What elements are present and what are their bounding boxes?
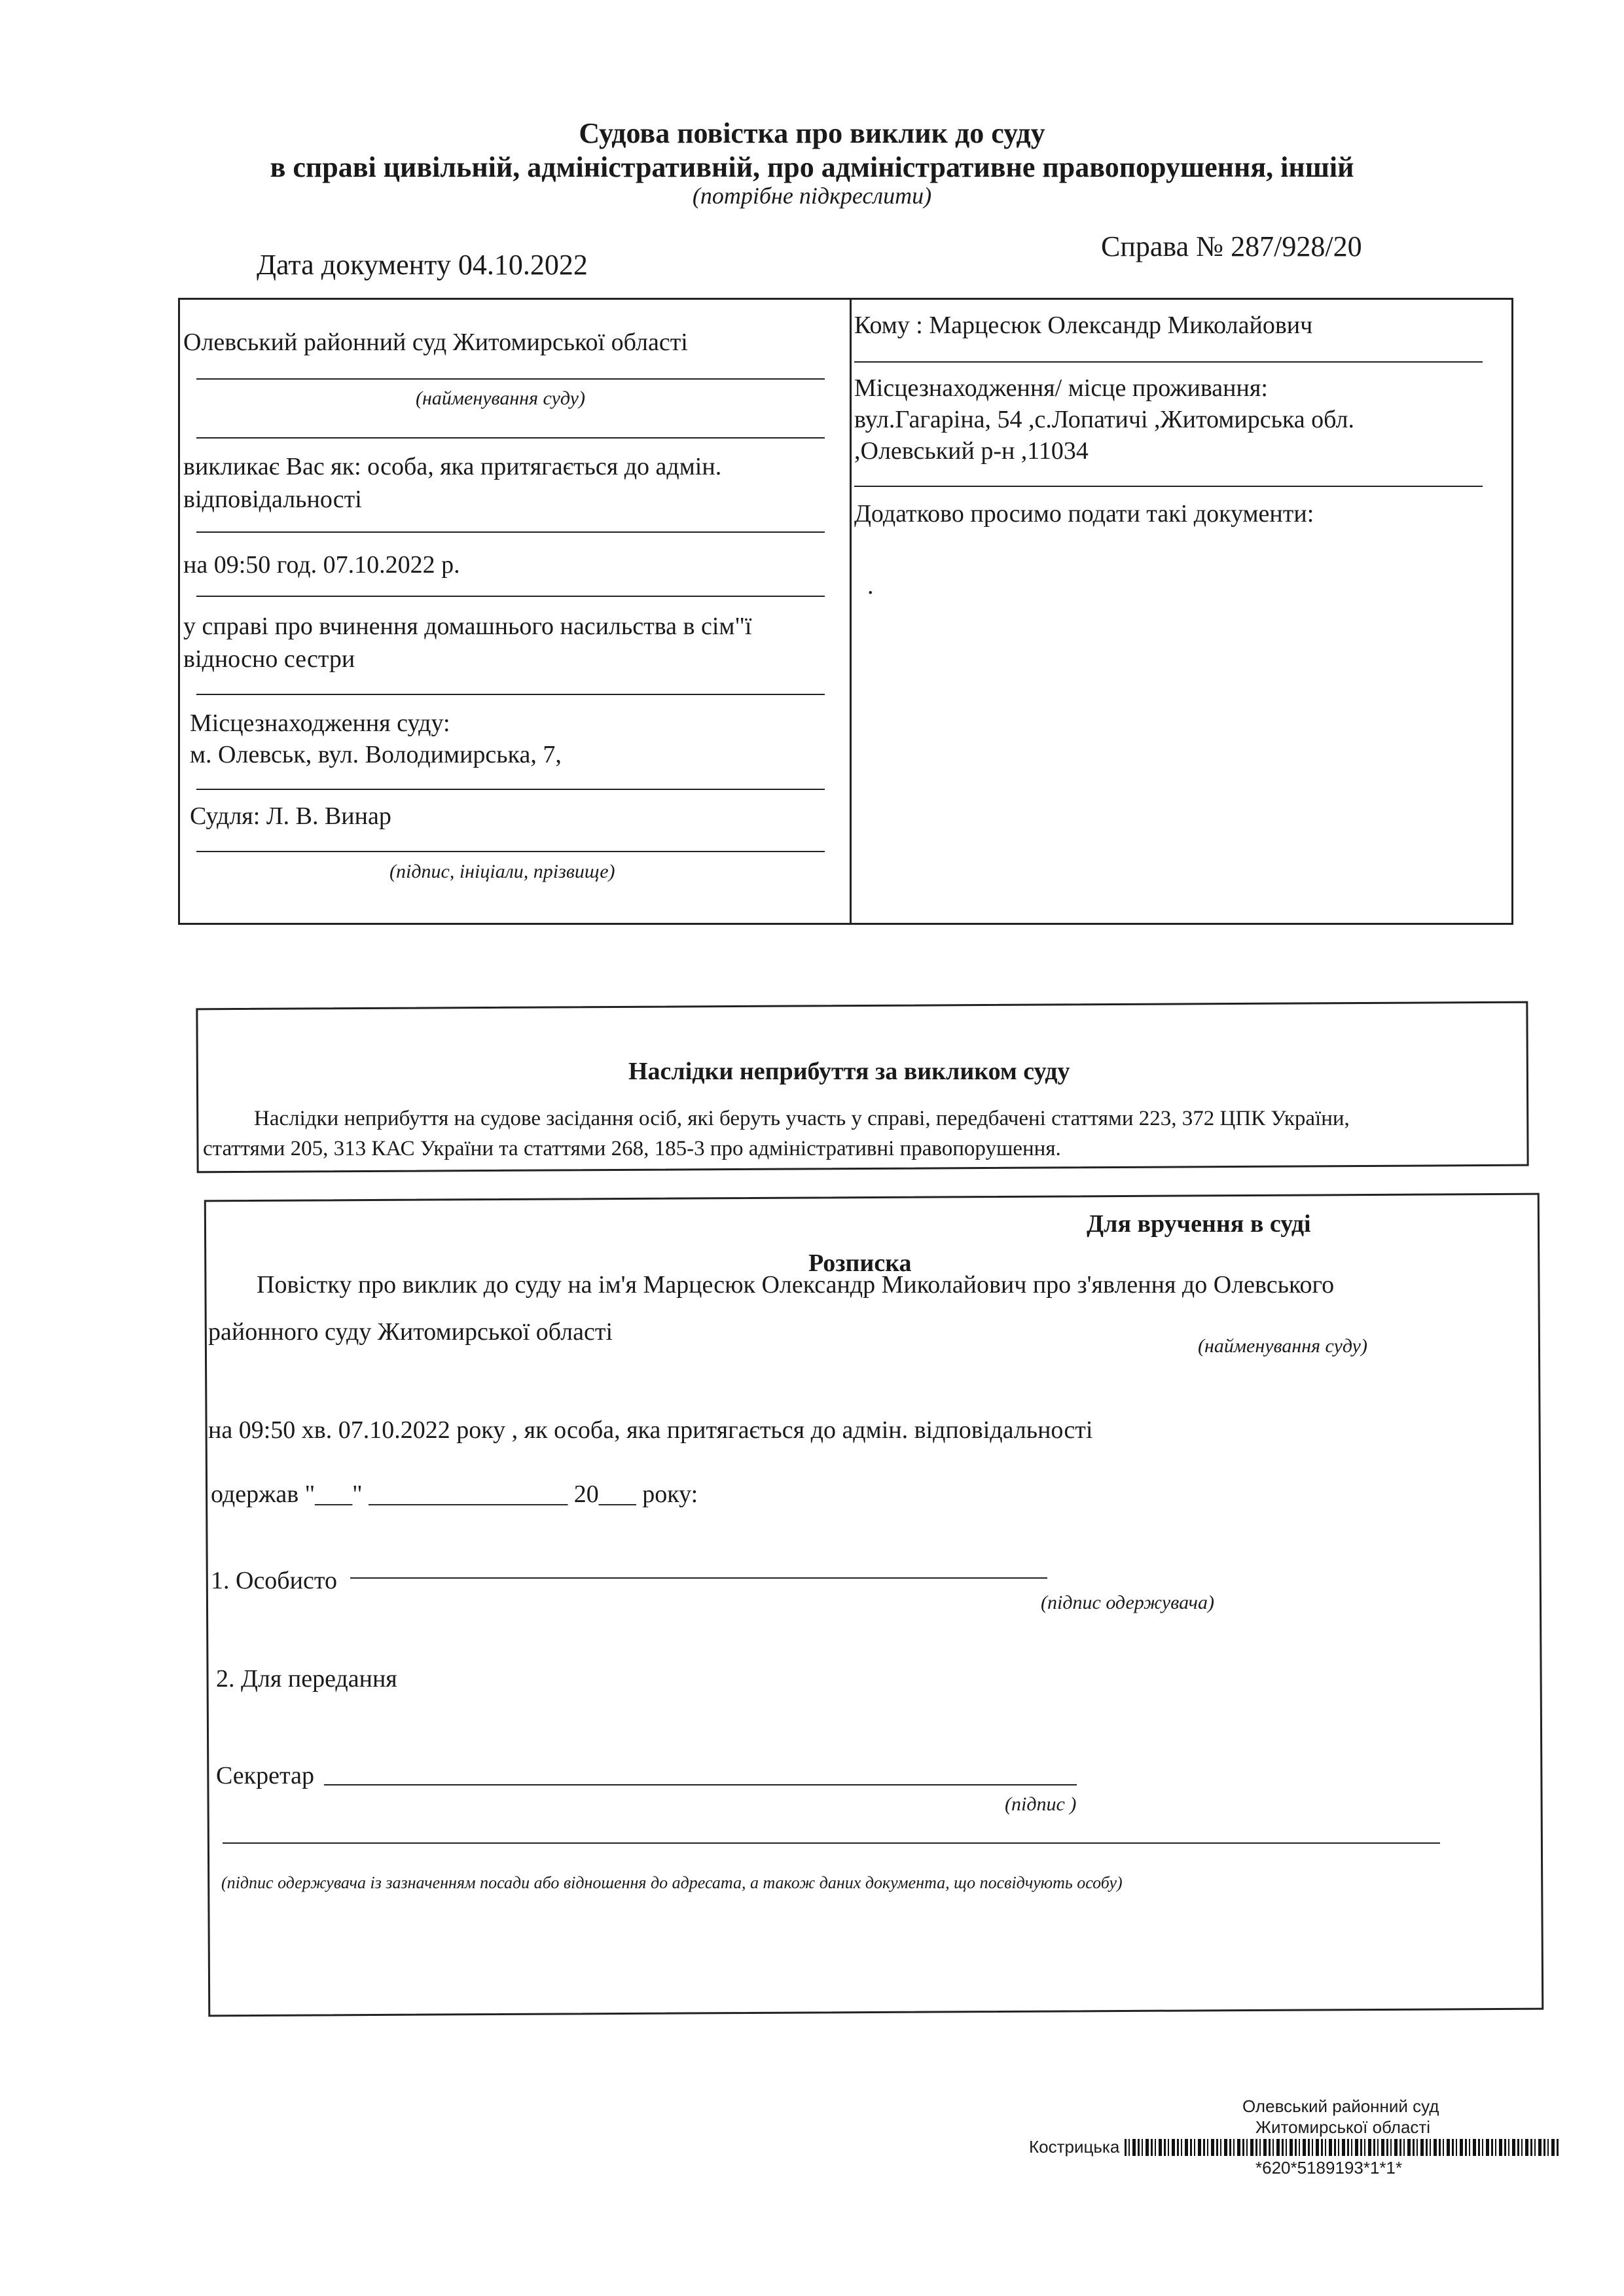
- separator-line: [196, 437, 825, 439]
- residence-address-cont: ,Олевський р-н ,11034: [854, 437, 1089, 465]
- court-location-label: Місцезнаходження суду:: [190, 709, 450, 737]
- underline-note: (потрібне підкреслити): [692, 183, 932, 209]
- consequences-text: Наслідки неприбуття на судове засідання осіб, які беруть участь у справі, передбачені статтями 223, 372 ЦПК України,: [254, 1107, 1350, 1130]
- signature-line: [196, 851, 825, 852]
- separator-line: [196, 596, 825, 597]
- separator-line: [196, 531, 825, 533]
- receipt-time: на 09:50 хв. 07.10.2022 року , як особа, яка притягається до адмін. відповідальності: [208, 1416, 1093, 1444]
- clerk-name: Кострицька: [1029, 2137, 1120, 2157]
- residence-line: [854, 486, 1483, 487]
- documents-value: .: [867, 572, 874, 600]
- stamp-court-region: Житомирської області: [1255, 2117, 1431, 2137]
- secretary-signature-caption: (підпис ): [1005, 1793, 1077, 1815]
- case-subject-cont: відносно сестри: [183, 645, 355, 673]
- summons-as: викликає Вас як: особа, яка притягається до адмін.: [183, 453, 722, 480]
- documents-label: Додатково просимо подати такі документи:: [854, 500, 1314, 528]
- personally-signature-line: [350, 1577, 1047, 1579]
- receipt-text: Повістку про виклик до суду на ім'я Марцесюк Олександр Миколайович про з'явлення до Олевського: [257, 1271, 1335, 1299]
- stamp-court-name: Олевський районний суд: [1242, 2096, 1439, 2116]
- judge-name: Судля: Л. В. Винар: [190, 802, 391, 830]
- summons-title: Судова повістка про виклик до суду: [579, 117, 1045, 149]
- signature-caption: (підпис, ініціали, прізвище): [389, 861, 615, 882]
- consequences-text-cont: статтями 205, 313 КАС України та статтями 268, 185-3 про адміністративні правопорушення.: [203, 1137, 1061, 1160]
- hearing-time: на 09:50 год. 07.10.2022 р.: [183, 551, 460, 579]
- receipt-text-cont: районного суду Житомирської області: [208, 1318, 613, 1346]
- for-delivery-label: Для вручення в суді: [1087, 1210, 1311, 1238]
- document-date: Дата документу 04.10.2022: [257, 249, 588, 281]
- residence-label: Місцезнаходження/ місце проживання:: [854, 374, 1268, 402]
- personally-label: 1. Особисто: [211, 1567, 337, 1594]
- final-signature-line: [223, 1842, 1440, 1844]
- received-date: одержав "___" ________________ 20___ року:: [211, 1480, 698, 1508]
- case-subject: у справі про вчинення домашнього насильства в сім"ї: [183, 613, 752, 640]
- box-divider: [850, 300, 852, 923]
- separator-line: [196, 694, 825, 695]
- secretary-label: Секретар: [216, 1762, 314, 1789]
- receipt-heading: Розписка: [808, 1249, 912, 1277]
- barcode-number: *620*5189193*1*1*: [1255, 2158, 1403, 2178]
- case-number: Справа № 287/928/20: [1101, 230, 1362, 262]
- recipient-name: Кому : Марцесюк Олександр Миколайович: [854, 312, 1313, 339]
- separator-line: [196, 789, 825, 790]
- receipt-court-caption: (найменування суду): [1198, 1335, 1367, 1357]
- recipient-line: [854, 361, 1483, 363]
- summons-as-cont: відповідальності: [183, 486, 362, 513]
- recipient-signature-caption: (підпис одержувача): [1041, 1592, 1214, 1613]
- final-signature-caption: (підпис одержувача із зазначенням посади або відношення до адресата, а також даних документа, що посвідчують особу): [221, 1873, 1123, 1892]
- court-name: Олевський районний суд Житомирської області: [183, 329, 688, 356]
- transfer-label: 2. Для передання: [216, 1665, 397, 1693]
- consequences-heading: Наслідки неприбуття за викликом суду: [628, 1058, 1070, 1085]
- barcode: [1125, 2139, 1561, 2156]
- residence-address: вул.Гагаріна, 54 ,с.Лопатичі ,Житомирська обл.: [854, 406, 1355, 433]
- court-location-address: м. Олевськ, вул. Володимирська, 7,: [190, 741, 562, 768]
- summons-subtitle: в справі цивільній, адміністративній, про адміністративне правопорушення, іншій: [270, 151, 1354, 183]
- court-name-line: [196, 378, 825, 380]
- court-name-caption: (найменування суду): [416, 387, 585, 409]
- secretary-signature-line: [324, 1784, 1077, 1785]
